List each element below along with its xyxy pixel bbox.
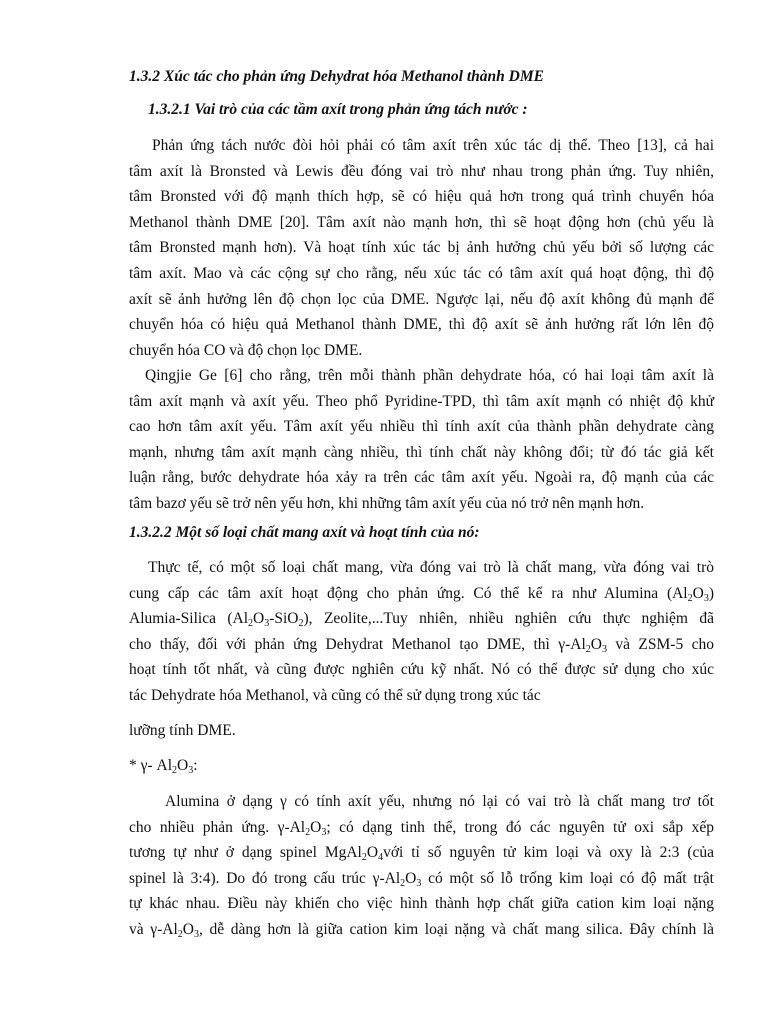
text-line: Alumina ở dạng γ có tính axít yếu, nhưng nó lại có vai trò là chất mang trơ tốt xyxy=(165,793,714,810)
section-heading-1-3-2: 1.3.2 Xúc tác cho phản ứng Dehydrat hóa Methanol thành DME xyxy=(129,68,544,85)
text-line: chuyển hóa CO và độ chọn lọc DME. xyxy=(129,341,363,359)
text-line: tâm Bronsted với độ mạnh thích hợp, sẽ có hiệu quả hơn trong quá trình chuyển hóa xyxy=(129,188,714,206)
paragraph-qingjie-ge xyxy=(129,363,714,517)
text-line: Methanol thành DME [20]. Tâm axít nào mạnh hơn, thì sẽ hoạt động hơn (chủ yếu là xyxy=(129,213,714,231)
text-line: hoạt tính tốt nhất, và cũng được nghiên cứu kỹ nhất. Nó có thể được sử dụng cho xúc xyxy=(129,661,714,679)
text-line: luận rằng, bước dehydrate hóa xảy ra trên các tâm axít yếu. Ngoài ra, độ mạnh của các xyxy=(129,469,714,487)
text-line: tâm axít mạnh và axít yếu. Theo phổ Pyridine-TPD, thì tâm axít mạnh có nhiệt độ khử xyxy=(129,392,714,410)
text-line: Phản ứng tách nước đòi hỏi phải có tâm axít trên xúc tác dị thể. Theo [13], cả hai xyxy=(152,137,714,154)
text-line: tác Dehydrate hóa Methanol, và cũng có thể sử dụng trong xúc tác xyxy=(129,686,541,704)
paragraph-acid-supports xyxy=(129,555,714,709)
text-line: cung cấp các tâm axít hoạt động cho phản ứng. Có thể kể ra như Alumina $(Al_2O_3)$ xyxy=(129,584,714,604)
text-line: cao hơn tâm axít yếu. Tâm axít yếu nhiều thì tính axít của thành phần dehydrate càng xyxy=(129,418,714,436)
paragraph-gamma-alumina xyxy=(129,789,714,943)
subsection-heading-1-3-2-2: 1.3.2.2 Một số loại chất mang axít và hoạt tính của nó: xyxy=(129,524,480,541)
subsection-heading-1-3-2-1: 1.3.2.1 Vai trò của các tầm axít trong phản ứng tách nước : xyxy=(148,101,528,118)
text-line: Thực tế, có một số loại chất mang, vừa đóng vai trò là chất mang, vừa đóng vai trò xyxy=(148,559,714,576)
text-line: chuyển hóa có hiệu quả Methanol thành DME, thì độ axít sẽ ảnh hưởng rất lớn lên độ xyxy=(129,316,714,334)
text-line: tâm bazơ yếu sẽ trở nên yếu hơn, khi những tâm axít yếu của nó trở nên mạnh hơn. xyxy=(129,494,645,512)
text-line: axít sẽ ảnh hưởng lên độ chọn lọc của DME. Ngược lại, nếu độ axít không đủ mạnh để xyxy=(129,290,714,308)
text-line: cho nhiều phản ứng. $\gamma-Al_2O_3$; có dạng tinh thể, trong đó các nguyên tử oxi sắp xếp xyxy=(129,818,715,838)
text-line: tự khác nhau. Điều này khiến cho việc hình thành hợp chất giữa cation kim loại nặng xyxy=(129,895,714,913)
text-line: tâm Bronsted mạnh hơn). Và hoạt tính xúc tác bị ảnh hưởng chủ yếu bởi số lượng các xyxy=(129,239,714,257)
text-line: và $\gamma-Al_2O_3$, dễ dàng hơn là giữa cation kim loại nặng và chất mang silica. Đây chính là xyxy=(129,920,715,940)
text-line: tâm axít là Bronsted và Lewis đều đóng vai trò như nhau trong phản ứng. Tuy nhiên, xyxy=(129,162,714,180)
text-line: spinel là 3:4). Do đó trong cấu trúc $\gamma-Al_2O_3$ có một số lỗ trống kim loại có độ mất trật xyxy=(129,869,714,889)
paragraph-acid-sites xyxy=(129,133,714,363)
text-line-luong-tinh: lưỡng tính DME. xyxy=(129,722,236,739)
text-line: cho thấy, đối với phản ứng Dehydrat Methanol tạo DME, thì $\gamma-Al_2O_3$ và ZSM-5 cho xyxy=(129,635,714,655)
text-line: tâm axít. Mao và các cộng sự cho rằng, nếu xúc tác có tâm axít quá hoạt động, thì độ xyxy=(129,264,714,282)
text-line: Alumia-Silica $(Al_2O_3-SiO_2)$, Zeolite,...Tuy nhiên, nhiều nghiên cứu thực nghiệm đã xyxy=(129,610,714,630)
gamma-alumina-title: * γ- $Al_2O_3$: xyxy=(129,757,198,776)
text-line: Qingjie Ge [6] cho rằng, trên mỗi thành phần dehydrate hóa, có hai loại tâm axít là xyxy=(145,367,714,384)
text-line: mạnh, nhưng tâm axít mạnh càng nhiều, thì tính chất này không đổi; từ đó tác giả kết xyxy=(129,443,714,461)
text-line: tương tự như ở dạng spinel $MgAl_2O_4với$ tỉ số nguyên tử kim loại và oxy là 2:3 (của xyxy=(129,844,714,864)
